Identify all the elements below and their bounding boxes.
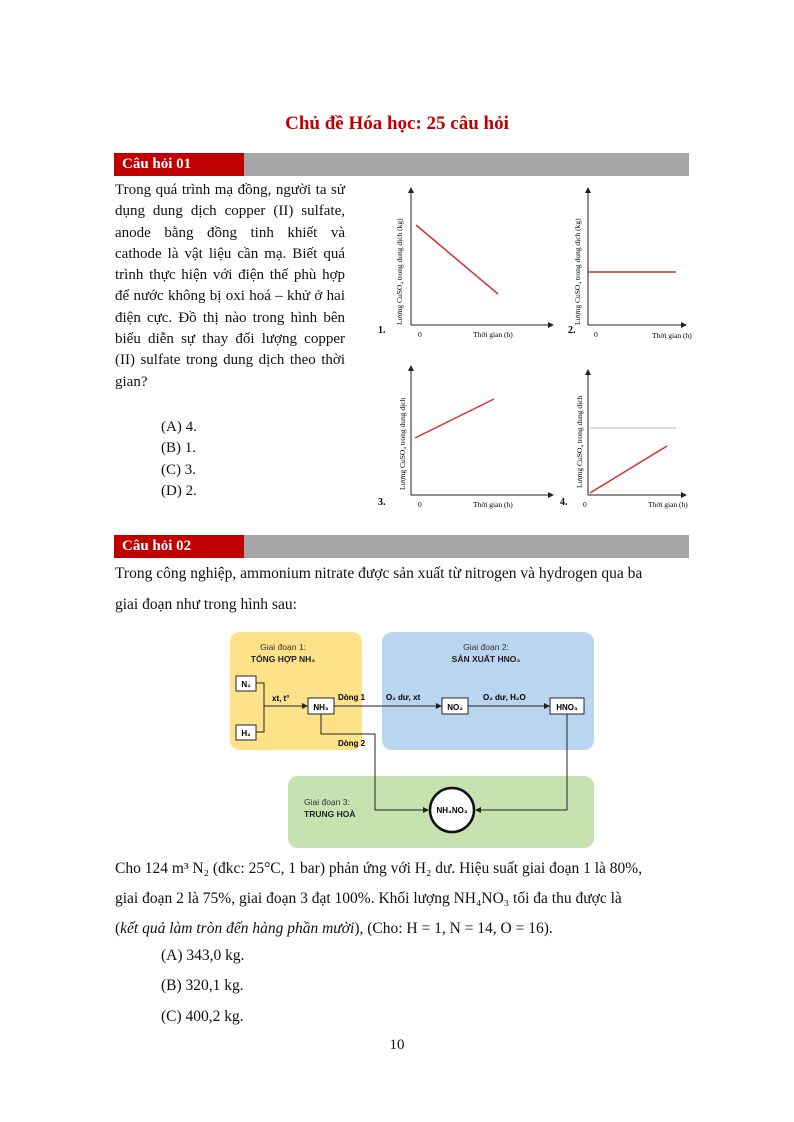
graph-3-number: 3. (378, 497, 386, 508)
question-line-2: giai đoạn 2 là 75%, giai đoạn 3 đạt 100%. Khối lượng NH₄NO₃ tối đa thu được là (115, 890, 622, 907)
question-intro-line-1: Trong công nghiệp, ammonium nitrate được sản xuất từ nitrogen và hydrogen qua ba (115, 565, 643, 582)
option-d: (D) 2. (161, 482, 197, 499)
condition-2: O₂ dư, xt (386, 693, 421, 702)
page-title: Chủ đề Hóa học: 25 câu hỏi (285, 113, 509, 134)
question-note-italic: kết quả làm tròn đến hàng phần mười (120, 920, 355, 937)
graph-3-xlabel: Thời gian (h) (473, 500, 513, 509)
option-b: (B) 320,1 kg. (161, 977, 244, 994)
question-label: Câu hỏi 01 (114, 153, 244, 176)
graph-4-origin: 0 (583, 500, 587, 509)
graph-panel (358, 180, 718, 532)
option-b: (B) 1. (161, 440, 196, 457)
graph-3-ylabel: Lượng CuSO₄ trong dung dịch (398, 397, 407, 490)
option-a: (A) 343,0 kg. (161, 947, 245, 964)
condition-1: xt, t° (272, 694, 290, 703)
stage-3-subtitle: TRUNG HOÀ (304, 809, 356, 819)
graph-3-line (415, 399, 494, 438)
h2-label: H₂ (241, 729, 251, 738)
question-text: Trong quá trình mạ đồng, người ta sử dụng dung dịch copper (II) sulfate, anode bằng đồng tinh khiết và cathode là vật liệu cần mạ. Biết quá trình thực hiện với điện thế phù hợp để nước không bị oxi hoá – khử ở hai điện cực. Đồ thị nào trong hình bên biểu diễn sự thay đổi lượng copper (II) sulfate trong dung dịch theo thời gian? (115, 182, 345, 390)
option-c: (C) 3. (161, 461, 196, 478)
question-line-1: Cho 124 m³ N₂ (đkc: 25°C, 1 bar) phản ứng với H₂ dư. Hiệu suất giai đoạn 1 là 80%, (115, 860, 643, 877)
option-c: (C) 400,2 kg. (161, 1008, 244, 1025)
condition-3: O₂ dư, H₂O (483, 693, 526, 702)
graph-2 (568, 188, 692, 340)
graph-4-ylabel: Lượng CuSO₄ trong dung dịch (575, 395, 584, 488)
graph-4-number: 4. (560, 497, 568, 508)
stage-1-title: Giai đoạn 1: (260, 642, 306, 652)
answer-options (161, 417, 197, 502)
question-header-bar (114, 153, 689, 176)
nh3-label: NH₃ (313, 703, 329, 712)
graph-1-origin: 0 (418, 330, 422, 339)
graph-4 (560, 370, 688, 509)
stage-1-subtitle: TỔNG HỢP NH₃ (250, 654, 316, 664)
stream-2-label: Dòng 2 (338, 739, 366, 748)
graph-1-line (416, 225, 498, 294)
stage-3-title: Giai đoạn 3: (304, 797, 350, 807)
graph-2-ylabel: Lượng CuSO₄ trong dung dịch (kg) (573, 218, 582, 325)
nh4no3-label: NH₄NO₃ (436, 806, 468, 815)
graph-4-xlabel: Thời gian (h) (648, 500, 688, 509)
no2-label: NO₂ (447, 703, 463, 712)
graph-3-origin: 0 (418, 500, 422, 509)
graph-2-xlabel: Thời gian (h) (652, 331, 692, 340)
hno3-label: HNO₃ (556, 703, 578, 712)
graph-1-ylabel: Lượng CuSO₄ trong dung dịch (kg) (395, 218, 404, 325)
option-a: (A) 4. (161, 419, 197, 435)
graph-2-origin: 0 (594, 330, 598, 339)
n2-label: N₂ (241, 680, 251, 689)
process-diagram (228, 630, 598, 852)
question-note-rest: ), (Cho: H = 1, N = 14, O = 16). (354, 920, 553, 937)
question-label: Câu hỏi 02 (114, 535, 244, 558)
page-number: 10 (389, 1037, 405, 1053)
graph-1 (378, 188, 553, 339)
question-intro-line-2: giai đoạn như trong hình sau: (115, 596, 297, 613)
graph-2-number: 2. (568, 325, 576, 336)
stream-1-label: Dòng 1 (338, 693, 366, 702)
graph-1-xlabel: Thời gian (h) (473, 330, 513, 339)
question-header-bar (114, 535, 689, 558)
stage-2-subtitle: SẢN XUẤT HNO₃ (451, 654, 521, 664)
graph-3 (378, 366, 553, 509)
graph-4-line (590, 446, 667, 493)
question-line-3: (kết quả làm tròn đến hàng phần mười), (Cho: H = 1, N = 14, O = 16). (115, 920, 553, 937)
stage-2-title: Giai đoạn 2: (463, 642, 509, 652)
graph-1-number: 1. (378, 325, 386, 336)
